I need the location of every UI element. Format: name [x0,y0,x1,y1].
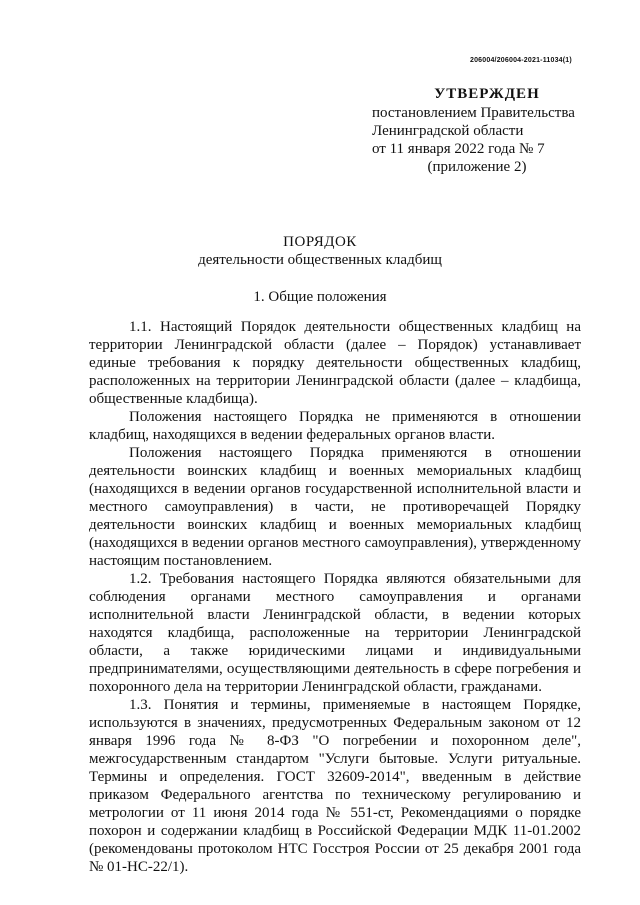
paragraph-military: Положения настоящего Порядка применяются в отношении деятельности воинских кладбищ и военных мемориальных кладбищ (находящихся в ведении органов государственной исполнительной власти и местного самоуправления) в части, не противоречащей Порядку деятельности воинских кладбищ и военных мемориальных кладбищ (находящихся в ведении органов местного самоуправления), утвержденному настоящим постановлением. [89,445,581,569]
paragraph-exclusion: Положения настоящего Порядка не применяются в отношении кладбищ, находящихся в ведении федеральных органов власти. [89,409,581,443]
document-heading: ПОРЯДОК [283,234,357,250]
section-body [89,318,581,876]
approval-line-1: постановлением Правительства [372,105,575,121]
paragraph-1-2: 1.2. Требования настоящего Порядка являются обязательными для соблюдения органами местного самоуправления и органами исполнительной власти Ленинградской области, в ведении которых находятся кладбища, расположенные на территории Ленинградской области, а также юридическими лицами и индивидуальными предпринимателями, осуществляющими деятельность в сфере погребения и похоронного дела на территории Ленинградской области, гражданами. [89,571,581,695]
approval-block [372,85,582,176]
approval-line-3: от 11 января 2022 года № 7 [372,141,545,157]
document-subheading: деятельности общественных кладбищ [198,252,442,268]
paragraph-1-3: 1.3. Понятия и термины, применяемые в настоящем Порядке, используются в значениях, предусмотренных Федеральным законом от 12 января 1996 года № 8-ФЗ "О погребении и похоронном деле", межгосударственным стандартом "Услуги бытовые. Услуги ритуальные. Термины и определения. ГОСТ 32609-2014", введенным в действие приказом Федерального агентства по техническому регулированию и метрологии от 11 июня 2014 года № 551-ст, Рекомендациями о порядке похорон и содержании кладбищ в Российской Федерации МДК 11-01.2002 (рекомендованы протоколом НТС Госстроя России от 25 декабря 2001 года № 01-НС-22/1). [89,697,581,875]
section-title: 1. Общие положения [253,289,387,305]
approval-line-4: (приложение 2) [427,159,527,175]
approval-line-2: Ленинградской области [372,123,524,139]
approval-title: УТВЕРЖДЕН [434,86,540,102]
document-number: 206004/206004-2021-11034(1) [470,57,572,64]
paragraph-1-1: 1.1. Настоящий Порядок деятельности общественных кладбищ на территории Ленинградской области (далее – Порядок) устанавливает единые требования к порядку деятельности общественных кладбищ, расположенных на территории Ленинградской области (далее – кладбища, общественные кладбища). [89,319,581,407]
